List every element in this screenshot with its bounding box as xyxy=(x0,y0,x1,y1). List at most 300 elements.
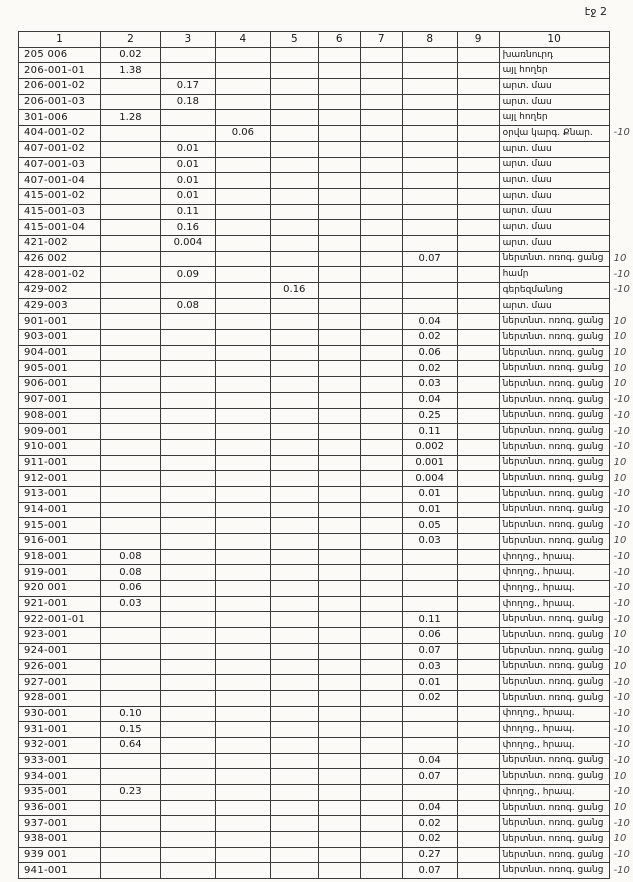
table-row xyxy=(19,690,633,706)
description-cell: համր xyxy=(499,267,609,283)
description-cell: ներտնտ. ոռոգ. ցանց xyxy=(499,377,609,393)
margin-mark xyxy=(609,298,632,314)
value-cell xyxy=(457,298,499,314)
value-cell xyxy=(360,79,402,95)
value-cell xyxy=(318,816,360,832)
value-cell xyxy=(215,157,270,173)
value-cell xyxy=(360,596,402,612)
value-cell xyxy=(215,220,270,236)
value-cell: 0.15 xyxy=(100,722,160,738)
margin-mark xyxy=(609,157,632,173)
value-cell xyxy=(360,628,402,644)
value-cell xyxy=(457,79,499,95)
value-cell: 0.09 xyxy=(160,267,215,283)
table-row xyxy=(19,722,633,738)
code-cell: 934-001 xyxy=(19,769,101,785)
table-row xyxy=(19,345,633,361)
margin-mark: -10 xyxy=(613,849,630,861)
description-cell: արտ. մաս xyxy=(499,157,609,173)
value-cell: 0.64 xyxy=(100,737,160,753)
column-header-5: 5 xyxy=(270,32,318,48)
description-cell: ներտնտ. ոռոգ. ցանց xyxy=(499,832,609,848)
table-row xyxy=(19,565,633,581)
table-row xyxy=(19,110,633,126)
value-cell xyxy=(402,141,457,157)
value-cell xyxy=(270,298,318,314)
value-cell xyxy=(215,643,270,659)
value-cell xyxy=(160,392,215,408)
value-cell xyxy=(270,706,318,722)
margin-mark: -10 xyxy=(613,127,630,139)
value-cell xyxy=(215,863,270,879)
column-header-6: 6 xyxy=(318,32,360,48)
description-cell: արտ. մաս xyxy=(499,220,609,236)
value-cell xyxy=(215,424,270,440)
value-cell: 0.01 xyxy=(402,486,457,502)
value-cell xyxy=(270,753,318,769)
value-cell xyxy=(402,581,457,597)
value-cell: 0.11 xyxy=(402,612,457,628)
value-cell xyxy=(270,737,318,753)
value-cell xyxy=(100,283,160,299)
column-header-7: 7 xyxy=(360,32,402,48)
code-cell: 908-001 xyxy=(19,408,101,424)
margin-mark: -10 xyxy=(613,268,630,280)
value-cell: 0.04 xyxy=(402,800,457,816)
table-row xyxy=(19,173,633,189)
value-cell xyxy=(457,157,499,173)
value-cell xyxy=(318,769,360,785)
value-cell xyxy=(402,110,457,126)
code-cell: 926-001 xyxy=(19,659,101,675)
value-cell xyxy=(360,565,402,581)
value-cell xyxy=(100,832,160,848)
value-cell xyxy=(160,612,215,628)
value-cell xyxy=(402,235,457,251)
value-cell xyxy=(318,63,360,79)
code-cell: 919-001 xyxy=(19,565,101,581)
table-row xyxy=(19,251,633,267)
value-cell: 0.17 xyxy=(160,79,215,95)
table-row xyxy=(19,863,633,879)
value-cell xyxy=(360,63,402,79)
value-cell xyxy=(100,628,160,644)
description-cell: փողոց., հրապ. xyxy=(499,596,609,612)
value-cell xyxy=(360,220,402,236)
value-cell: 0.11 xyxy=(160,204,215,220)
value-cell xyxy=(457,141,499,157)
value-cell xyxy=(100,251,160,267)
value-cell xyxy=(215,486,270,502)
value-cell xyxy=(215,267,270,283)
code-cell: 206-001-01 xyxy=(19,63,101,79)
description-cell: ներտնտ. ոռոգ. ցանց xyxy=(499,863,609,879)
value-cell xyxy=(402,706,457,722)
value-cell xyxy=(215,251,270,267)
description-cell: արտ. մաս xyxy=(499,204,609,220)
table-row xyxy=(19,612,633,628)
value-cell: 0.02 xyxy=(402,832,457,848)
header-row xyxy=(19,32,633,48)
code-cell: 930-001 xyxy=(19,706,101,722)
value-cell xyxy=(215,345,270,361)
value-cell xyxy=(360,392,402,408)
value-cell xyxy=(215,502,270,518)
value-cell xyxy=(215,800,270,816)
description-cell: փողոց., հրապ. xyxy=(499,706,609,722)
code-cell: 903-001 xyxy=(19,330,101,346)
value-cell xyxy=(360,722,402,738)
code-cell: 939 001 xyxy=(19,847,101,863)
value-cell: 0.04 xyxy=(402,392,457,408)
value-cell xyxy=(318,126,360,142)
value-cell: 0.07 xyxy=(402,769,457,785)
value-cell xyxy=(457,612,499,628)
value-cell xyxy=(100,235,160,251)
code-cell: 901-001 xyxy=(19,314,101,330)
value-cell xyxy=(160,816,215,832)
value-cell xyxy=(160,753,215,769)
value-cell xyxy=(270,518,318,534)
value-cell xyxy=(457,659,499,675)
value-cell xyxy=(318,345,360,361)
value-cell xyxy=(270,126,318,142)
value-cell xyxy=(360,126,402,142)
value-cell xyxy=(270,110,318,126)
value-cell xyxy=(402,298,457,314)
value-cell xyxy=(270,220,318,236)
value-cell xyxy=(318,79,360,95)
table-row xyxy=(19,816,633,832)
value-cell xyxy=(100,345,160,361)
value-cell xyxy=(160,518,215,534)
value-cell: 0.08 xyxy=(100,549,160,565)
value-cell xyxy=(270,251,318,267)
description-cell: արտ. մաս xyxy=(499,173,609,189)
value-cell: 0.06 xyxy=(402,628,457,644)
value-cell xyxy=(160,643,215,659)
value-cell xyxy=(360,408,402,424)
value-cell xyxy=(270,439,318,455)
value-cell xyxy=(160,534,215,550)
value-cell xyxy=(457,847,499,863)
margin-mark: 10 xyxy=(613,252,627,264)
margin-mark: -10 xyxy=(613,519,630,531)
value-cell xyxy=(318,408,360,424)
value-cell: 0.06 xyxy=(100,581,160,597)
value-cell xyxy=(457,251,499,267)
value-cell xyxy=(360,345,402,361)
value-cell xyxy=(100,439,160,455)
value-cell xyxy=(160,439,215,455)
value-cell xyxy=(215,549,270,565)
margin-mark: 10 xyxy=(613,833,627,845)
margin-mark: -10 xyxy=(613,582,630,594)
value-cell xyxy=(215,235,270,251)
value-cell: 0.01 xyxy=(402,502,457,518)
value-cell xyxy=(215,141,270,157)
value-cell xyxy=(215,298,270,314)
value-cell xyxy=(160,110,215,126)
code-cell: 905-001 xyxy=(19,361,101,377)
description-cell: ներտնտ. ոռոգ. ցանց xyxy=(499,534,609,550)
value-cell: 0.03 xyxy=(402,659,457,675)
description-cell: ներտնտ. ոռոգ. ցանց xyxy=(499,769,609,785)
value-cell xyxy=(360,424,402,440)
value-cell: 0.08 xyxy=(160,298,215,314)
margin-mark: 10 xyxy=(613,378,627,390)
value-cell xyxy=(270,63,318,79)
description-cell: փողոց., հրապ. xyxy=(499,549,609,565)
code-cell: 301-006 xyxy=(19,110,101,126)
value-cell xyxy=(360,847,402,863)
value-cell: 0.02 xyxy=(402,690,457,706)
value-cell xyxy=(100,643,160,659)
value-cell xyxy=(215,63,270,79)
value-cell xyxy=(270,534,318,550)
value-cell xyxy=(160,690,215,706)
value-cell xyxy=(360,188,402,204)
value-cell xyxy=(457,769,499,785)
description-cell: արտ. մաս xyxy=(499,94,609,110)
value-cell xyxy=(318,424,360,440)
value-cell xyxy=(360,439,402,455)
table-row xyxy=(19,832,633,848)
code-cell: 407-001-03 xyxy=(19,157,101,173)
value-cell: 0.02 xyxy=(402,361,457,377)
value-cell xyxy=(318,832,360,848)
code-cell: 931-001 xyxy=(19,722,101,738)
margin-mark xyxy=(609,110,632,126)
value-cell xyxy=(160,596,215,612)
description-cell: ներտնտ. ոռոգ. ցանց xyxy=(499,816,609,832)
code-cell: 921-001 xyxy=(19,596,101,612)
value-cell xyxy=(318,173,360,189)
margin-mark xyxy=(609,173,632,189)
value-cell xyxy=(457,863,499,879)
value-cell xyxy=(318,596,360,612)
code-cell: 937-001 xyxy=(19,816,101,832)
value-cell xyxy=(360,816,402,832)
description-cell: փողոց., հրապ. xyxy=(499,581,609,597)
code-cell: 426 002 xyxy=(19,251,101,267)
value-cell xyxy=(270,612,318,628)
value-cell xyxy=(402,63,457,79)
margin-mark: 10 xyxy=(613,802,627,814)
value-cell xyxy=(160,330,215,346)
value-cell: 0.16 xyxy=(160,220,215,236)
value-cell xyxy=(270,565,318,581)
margin-mark: -10 xyxy=(613,754,630,766)
value-cell xyxy=(360,330,402,346)
value-cell xyxy=(360,534,402,550)
value-cell xyxy=(215,628,270,644)
margin-mark xyxy=(609,220,632,236)
value-cell xyxy=(457,502,499,518)
value-cell xyxy=(100,330,160,346)
table-row xyxy=(19,126,633,142)
value-cell xyxy=(215,722,270,738)
value-cell xyxy=(457,47,499,63)
code-cell: 932-001 xyxy=(19,737,101,753)
margin-mark: -10 xyxy=(613,394,630,406)
value-cell xyxy=(402,79,457,95)
margin-mark xyxy=(609,79,632,95)
margin-mark: 10 xyxy=(613,535,627,547)
code-cell: 938-001 xyxy=(19,832,101,848)
value-cell xyxy=(215,361,270,377)
value-cell xyxy=(360,737,402,753)
value-cell xyxy=(270,267,318,283)
value-cell xyxy=(160,722,215,738)
value-cell xyxy=(215,455,270,471)
table-row xyxy=(19,204,633,220)
description-cell: այլ հողեր xyxy=(499,110,609,126)
value-cell xyxy=(318,737,360,753)
code-cell: 933-001 xyxy=(19,753,101,769)
value-cell xyxy=(160,63,215,79)
value-cell: 0.27 xyxy=(402,847,457,863)
description-cell: արտ. մաս xyxy=(499,298,609,314)
value-cell xyxy=(270,581,318,597)
value-cell xyxy=(100,377,160,393)
margin-mark: 10 xyxy=(613,770,627,782)
value-cell xyxy=(100,800,160,816)
description-cell: ներտնտ. ոռոգ. ցանց xyxy=(499,847,609,863)
code-cell: 914-001 xyxy=(19,502,101,518)
description-cell: ներտնտ. ոռոգ. ցանց xyxy=(499,361,609,377)
value-cell xyxy=(270,235,318,251)
value-cell xyxy=(270,549,318,565)
value-cell xyxy=(318,565,360,581)
value-cell xyxy=(318,628,360,644)
value-cell xyxy=(360,173,402,189)
column-header-10: 10 xyxy=(499,32,609,48)
value-cell xyxy=(100,424,160,440)
margin-mark xyxy=(609,188,632,204)
description-cell: ներտնտ. ոռոգ. ցանց xyxy=(499,502,609,518)
value-cell xyxy=(360,471,402,487)
value-cell xyxy=(270,408,318,424)
value-cell: 0.01 xyxy=(160,173,215,189)
value-cell xyxy=(215,94,270,110)
value-cell xyxy=(215,596,270,612)
value-cell xyxy=(215,737,270,753)
description-cell: այլ հողեր xyxy=(499,63,609,79)
value-cell xyxy=(270,188,318,204)
value-cell xyxy=(100,220,160,236)
code-cell: 429-002 xyxy=(19,283,101,299)
table-body xyxy=(19,47,633,878)
value-cell xyxy=(457,565,499,581)
column-header-1: 1 xyxy=(19,32,101,48)
margin-mark: 10 xyxy=(613,347,627,359)
margin-mark xyxy=(609,235,632,251)
value-cell xyxy=(215,110,270,126)
value-cell xyxy=(402,126,457,142)
value-cell xyxy=(100,659,160,675)
value-cell xyxy=(100,141,160,157)
description-cell: արտ. մաս xyxy=(499,188,609,204)
value-cell xyxy=(360,785,402,801)
value-cell xyxy=(270,659,318,675)
value-cell xyxy=(457,345,499,361)
margin-mark xyxy=(609,47,632,63)
value-cell xyxy=(318,863,360,879)
value-cell: 0.16 xyxy=(270,283,318,299)
value-cell xyxy=(402,785,457,801)
value-cell xyxy=(457,204,499,220)
code-cell: 407-001-04 xyxy=(19,173,101,189)
value-cell xyxy=(270,94,318,110)
value-cell xyxy=(100,816,160,832)
table-row xyxy=(19,706,633,722)
value-cell xyxy=(215,706,270,722)
value-cell xyxy=(160,502,215,518)
table-row xyxy=(19,63,633,79)
code-cell: 922-001-01 xyxy=(19,612,101,628)
value-cell xyxy=(318,753,360,769)
value-cell xyxy=(402,94,457,110)
value-cell xyxy=(270,361,318,377)
value-cell xyxy=(318,800,360,816)
value-cell xyxy=(457,126,499,142)
value-cell xyxy=(215,816,270,832)
value-cell xyxy=(457,643,499,659)
margin-mark: -10 xyxy=(613,551,630,563)
value-cell: 0.03 xyxy=(402,377,457,393)
value-cell xyxy=(215,675,270,691)
value-cell xyxy=(457,220,499,236)
value-cell xyxy=(457,832,499,848)
value-cell xyxy=(457,534,499,550)
value-cell xyxy=(457,706,499,722)
value-cell xyxy=(318,722,360,738)
value-cell xyxy=(402,157,457,173)
description-cell: խառնուրդ xyxy=(499,47,609,63)
table-row xyxy=(19,408,633,424)
value-cell xyxy=(318,283,360,299)
margin-header-spacer xyxy=(609,32,632,48)
description-cell: ներտնտ. ոռոգ. ցանց xyxy=(499,392,609,408)
code-cell: 909-001 xyxy=(19,424,101,440)
value-cell: 1.38 xyxy=(100,63,160,79)
value-cell xyxy=(318,675,360,691)
code-cell: 916-001 xyxy=(19,534,101,550)
value-cell xyxy=(318,659,360,675)
code-cell: 913-001 xyxy=(19,486,101,502)
margin-mark: -10 xyxy=(613,692,630,704)
value-cell xyxy=(270,847,318,863)
description-cell: ներտնտ. ոռոգ. ցանց xyxy=(499,486,609,502)
value-cell xyxy=(402,204,457,220)
value-cell xyxy=(402,47,457,63)
value-cell: 0.05 xyxy=(402,518,457,534)
description-cell: ներտնտ. ոռոգ. ցանց xyxy=(499,800,609,816)
value-cell xyxy=(215,612,270,628)
code-cell: 404-001-02 xyxy=(19,126,101,142)
description-cell: փողոց., հրապ. xyxy=(499,565,609,581)
margin-mark: 10 xyxy=(613,629,627,641)
value-cell xyxy=(100,361,160,377)
value-cell xyxy=(457,816,499,832)
code-cell: 205 006 xyxy=(19,47,101,63)
value-cell xyxy=(318,455,360,471)
value-cell: 0.001 xyxy=(402,455,457,471)
value-cell xyxy=(360,690,402,706)
value-cell xyxy=(160,847,215,863)
value-cell xyxy=(457,283,499,299)
